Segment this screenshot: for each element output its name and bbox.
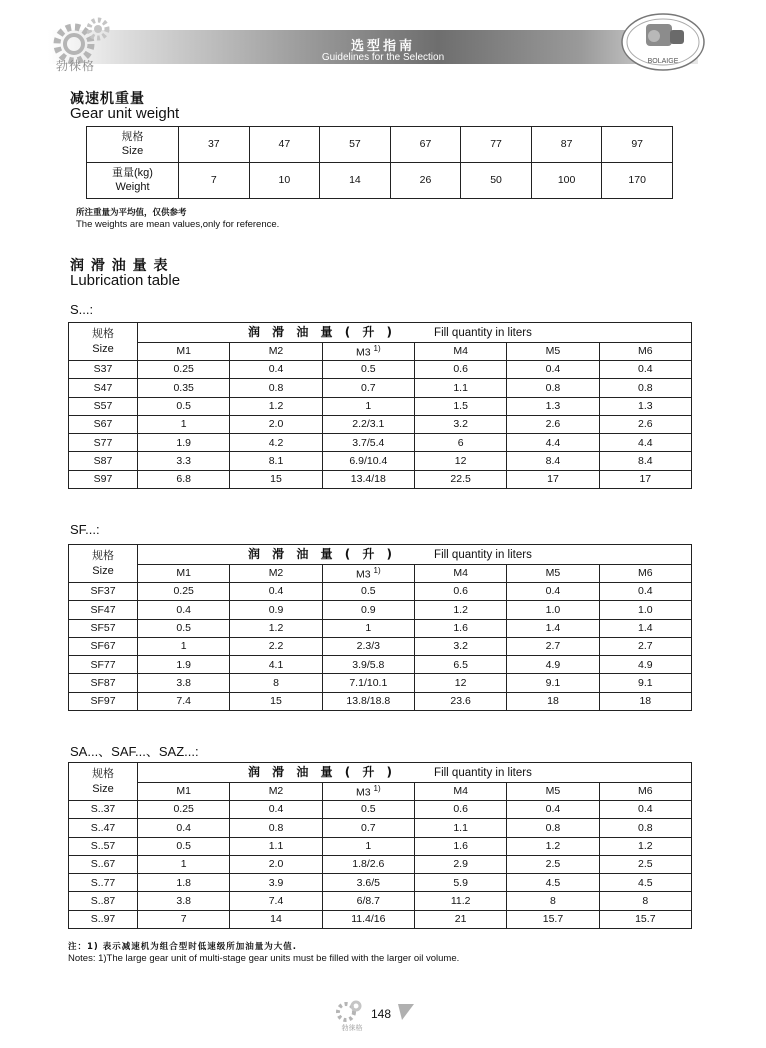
page-number: 148 bbox=[371, 1007, 392, 1021]
oil-quantity-cell: 6.8 bbox=[138, 470, 230, 488]
weight-title-en: Gear unit weight bbox=[70, 105, 180, 122]
fill-header-en: Fill quantity in liters bbox=[434, 548, 532, 561]
oil-quantity-cell: 3.3 bbox=[138, 452, 230, 470]
oil-quantity-cell: 0.4 bbox=[230, 361, 322, 379]
row-size-label: SF37 bbox=[69, 583, 138, 601]
oil-quantity-cell: 2.6 bbox=[599, 415, 691, 433]
oil-quantity-cell: 15 bbox=[230, 692, 322, 710]
footer-brand: 勃徕格 bbox=[341, 1024, 363, 1032]
oil-quantity-cell: 3.7/5.4 bbox=[322, 434, 414, 452]
table-row bbox=[69, 601, 692, 619]
oil-quantity-cell: 11.2 bbox=[414, 892, 506, 910]
oil-quantity-cell: 1.1 bbox=[230, 837, 322, 855]
oil-quantity-cell: 18 bbox=[507, 692, 599, 710]
lube-table-label-sa: SA...、SAF...、SAZ...: bbox=[70, 744, 199, 759]
oil-quantity-cell: 0.5 bbox=[322, 801, 414, 819]
oil-quantity-cell: 1 bbox=[138, 855, 230, 873]
row-size-label: SF97 bbox=[69, 692, 138, 710]
oil-quantity-cell: 2.7 bbox=[507, 637, 599, 655]
oil-quantity-cell: 18 bbox=[599, 692, 691, 710]
oil-quantity-cell: 0.9 bbox=[230, 601, 322, 619]
mount-position-header: M4 bbox=[414, 565, 506, 583]
mount-position-header: M3 $^{1)}$ bbox=[322, 783, 414, 801]
weight-title-cn: 减速机重量 bbox=[70, 91, 145, 107]
oil-quantity-cell: 0.7 bbox=[322, 819, 414, 837]
table-row bbox=[69, 910, 692, 928]
row-size-label: SF77 bbox=[69, 656, 138, 674]
oil-quantity-cell: 1.6 bbox=[414, 837, 506, 855]
oil-quantity-cell: 8.4 bbox=[507, 452, 599, 470]
oil-quantity-cell: 1 bbox=[138, 415, 230, 433]
mount-position-header: M1 bbox=[138, 343, 230, 361]
lube-note-en: Notes: 1)The large gear unit of multi-stage gear units must be filled with the larger oil volume. bbox=[68, 953, 460, 964]
mount-position-header: M3 $^{1)}$ bbox=[322, 343, 414, 361]
oil-quantity-cell: 1.2 bbox=[230, 619, 322, 637]
row-size-label: S47 bbox=[69, 379, 138, 397]
oil-quantity-cell: 1 bbox=[322, 619, 414, 637]
footnote-marker: 1) bbox=[373, 784, 381, 793]
brand-name-right: BOLAIGE bbox=[647, 58, 679, 65]
oil-quantity-cell: 0.4 bbox=[507, 361, 599, 379]
oil-quantity-cell: 1 bbox=[322, 397, 414, 415]
oil-quantity-cell: 8.4 bbox=[599, 452, 691, 470]
table-row bbox=[69, 415, 692, 433]
oil-quantity-cell: 4.4 bbox=[507, 434, 599, 452]
oil-quantity-cell: 0.25 bbox=[138, 361, 230, 379]
weight-size-row bbox=[87, 127, 673, 163]
row-size-label: S..97 bbox=[69, 910, 138, 928]
oil-quantity-cell: 1.1 bbox=[414, 819, 506, 837]
fill-quantity-header bbox=[138, 763, 692, 783]
oil-quantity-cell: 1 bbox=[138, 637, 230, 655]
oil-quantity-cell: 0.8 bbox=[599, 379, 691, 397]
lube-table-label-sf: SF...: bbox=[70, 522, 100, 537]
oil-quantity-cell: 3.8 bbox=[138, 674, 230, 692]
brand-name-left: 勃徕格 bbox=[56, 59, 96, 73]
oil-quantity-cell: 0.8 bbox=[230, 819, 322, 837]
row-size-label: S..57 bbox=[69, 837, 138, 855]
oil-quantity-cell: 1.8/2.6 bbox=[322, 855, 414, 873]
row-size-label: SF47 bbox=[69, 601, 138, 619]
lube-title-cn: 润 滑 油 量 表 bbox=[70, 258, 169, 274]
oil-quantity-cell: 1.2 bbox=[414, 601, 506, 619]
oil-quantity-cell: 2.5 bbox=[507, 855, 599, 873]
size-header: 规格 Size bbox=[69, 545, 138, 583]
mount-position-header: M6 bbox=[599, 343, 691, 361]
oil-quantity-cell: 8 bbox=[599, 892, 691, 910]
oil-quantity-cell: 0.6 bbox=[414, 583, 506, 601]
footnote-marker: 1) bbox=[373, 344, 381, 353]
weight-table bbox=[86, 126, 673, 199]
oil-quantity-cell: 9.1 bbox=[599, 674, 691, 692]
size-header: 规格 Size bbox=[87, 127, 179, 163]
oil-quantity-cell: 0.4 bbox=[507, 583, 599, 601]
oil-quantity-cell: 2.7 bbox=[599, 637, 691, 655]
oil-quantity-cell: 1 bbox=[322, 837, 414, 855]
mount-position-header: M1 bbox=[138, 783, 230, 801]
oil-quantity-cell: 2.2/3.1 bbox=[322, 415, 414, 433]
oil-quantity-cell: 2.9 bbox=[414, 855, 506, 873]
lube-table-sf bbox=[68, 544, 692, 711]
table-row bbox=[69, 619, 692, 637]
lube-mount-header-row bbox=[69, 565, 692, 583]
oil-quantity-cell: 4.9 bbox=[599, 656, 691, 674]
oil-quantity-cell: 17 bbox=[507, 470, 599, 488]
row-size-label: SF57 bbox=[69, 619, 138, 637]
lube-fill-header-row bbox=[69, 763, 692, 783]
oil-quantity-cell: 1.1 bbox=[414, 379, 506, 397]
fill-quantity-header bbox=[138, 545, 692, 565]
mount-position-header: M1 bbox=[138, 565, 230, 583]
table-row bbox=[69, 692, 692, 710]
oil-quantity-cell: 14 bbox=[230, 910, 322, 928]
oil-quantity-cell: 1.8 bbox=[138, 874, 230, 892]
oil-quantity-cell: 0.5 bbox=[138, 619, 230, 637]
oil-quantity-cell: 0.5 bbox=[138, 397, 230, 415]
oil-quantity-cell: 23.6 bbox=[414, 692, 506, 710]
mount-position-header: M3 $^{1)}$ bbox=[322, 565, 414, 583]
oil-quantity-cell: 0.8 bbox=[230, 379, 322, 397]
table-row bbox=[69, 674, 692, 692]
oil-quantity-cell: 6.9/10.4 bbox=[322, 452, 414, 470]
oil-quantity-cell: 21 bbox=[414, 910, 506, 928]
oil-quantity-cell: 6/8.7 bbox=[322, 892, 414, 910]
row-size-label: S87 bbox=[69, 452, 138, 470]
oil-quantity-cell: 3.2 bbox=[414, 415, 506, 433]
table-row bbox=[69, 874, 692, 892]
oil-quantity-cell: 8 bbox=[507, 892, 599, 910]
oil-quantity-cell: 0.4 bbox=[507, 801, 599, 819]
oil-quantity-cell: 0.6 bbox=[414, 361, 506, 379]
oil-quantity-cell: 13.8/18.8 bbox=[322, 692, 414, 710]
size-cell: 97 bbox=[602, 127, 673, 163]
table-row bbox=[69, 801, 692, 819]
fill-header-cn: 润 滑 油 量 ( 升 ) bbox=[248, 764, 397, 779]
mount-position-header: M5 bbox=[507, 783, 599, 801]
oil-quantity-cell: 0.8 bbox=[599, 819, 691, 837]
oil-quantity-cell: 1.9 bbox=[138, 656, 230, 674]
oil-quantity-cell: 1.0 bbox=[507, 601, 599, 619]
oil-quantity-cell: 0.5 bbox=[322, 583, 414, 601]
gearbox-logo-icon bbox=[620, 12, 706, 72]
weight-cell: 7 bbox=[179, 163, 250, 199]
lube-table-sa bbox=[68, 762, 692, 929]
lube-mount-header-row bbox=[69, 343, 692, 361]
oil-quantity-cell: 1.4 bbox=[599, 619, 691, 637]
oil-quantity-cell: 9.1 bbox=[507, 674, 599, 692]
oil-quantity-cell: 8.1 bbox=[230, 452, 322, 470]
weight-cell: 26 bbox=[390, 163, 461, 199]
table-row bbox=[69, 583, 692, 601]
table-row bbox=[69, 470, 692, 488]
oil-quantity-cell: 6.5 bbox=[414, 656, 506, 674]
oil-quantity-cell: 0.35 bbox=[138, 379, 230, 397]
row-size-label: S37 bbox=[69, 361, 138, 379]
row-size-label: S97 bbox=[69, 470, 138, 488]
oil-quantity-cell: 4.2 bbox=[230, 434, 322, 452]
table-row bbox=[69, 434, 692, 452]
table-row bbox=[69, 397, 692, 415]
oil-quantity-cell: 2.0 bbox=[230, 855, 322, 873]
fill-header-en: Fill quantity in liters bbox=[434, 326, 532, 339]
mount-position-header: M6 bbox=[599, 783, 691, 801]
oil-quantity-cell: 22.5 bbox=[414, 470, 506, 488]
oil-quantity-cell: 12 bbox=[414, 452, 506, 470]
oil-quantity-cell: 11.4/16 bbox=[322, 910, 414, 928]
mount-position-header: M6 bbox=[599, 565, 691, 583]
oil-quantity-cell: 3.2 bbox=[414, 637, 506, 655]
oil-quantity-cell: 3.9 bbox=[230, 874, 322, 892]
table-row bbox=[69, 361, 692, 379]
weight-cell: 14 bbox=[320, 163, 391, 199]
oil-quantity-cell: 7.1/10.1 bbox=[322, 674, 414, 692]
oil-quantity-cell: 1.2 bbox=[507, 837, 599, 855]
oil-quantity-cell: 0.25 bbox=[138, 583, 230, 601]
table-row bbox=[69, 819, 692, 837]
table-row bbox=[69, 637, 692, 655]
oil-quantity-cell: 1.3 bbox=[507, 397, 599, 415]
oil-quantity-cell: 0.5 bbox=[138, 837, 230, 855]
oil-quantity-cell: 4.4 bbox=[599, 434, 691, 452]
weight-note-cn: 所注重量为平均值，仅供参考 bbox=[76, 208, 187, 218]
oil-quantity-cell: 0.9 bbox=[322, 601, 414, 619]
weight-value-row bbox=[87, 163, 673, 199]
row-size-label: S57 bbox=[69, 397, 138, 415]
mount-position-header: M2 bbox=[230, 565, 322, 583]
lube-fill-header-row bbox=[69, 323, 692, 343]
lube-fill-header-row bbox=[69, 545, 692, 565]
row-size-label: S..77 bbox=[69, 874, 138, 892]
oil-quantity-cell: 0.4 bbox=[230, 801, 322, 819]
oil-quantity-cell: 12 bbox=[414, 674, 506, 692]
oil-quantity-cell: 2.3/3 bbox=[322, 637, 414, 655]
oil-quantity-cell: 0.4 bbox=[138, 601, 230, 619]
oil-quantity-cell: 17 bbox=[599, 470, 691, 488]
oil-quantity-cell: 0.25 bbox=[138, 801, 230, 819]
mount-position-header: M5 bbox=[507, 343, 599, 361]
oil-quantity-cell: 8 bbox=[230, 674, 322, 692]
row-size-label: S..47 bbox=[69, 819, 138, 837]
weight-cell: 170 bbox=[602, 163, 673, 199]
oil-quantity-cell: 5.9 bbox=[414, 874, 506, 892]
size-cell: 47 bbox=[249, 127, 320, 163]
oil-quantity-cell: 1.2 bbox=[230, 397, 322, 415]
oil-quantity-cell: 2.2 bbox=[230, 637, 322, 655]
oil-quantity-cell: 0.4 bbox=[138, 819, 230, 837]
lube-table-s bbox=[68, 322, 692, 489]
row-size-label: S..37 bbox=[69, 801, 138, 819]
footnote-marker: 1) bbox=[373, 566, 381, 575]
oil-quantity-cell: 3.6/5 bbox=[322, 874, 414, 892]
oil-quantity-cell: 0.4 bbox=[599, 583, 691, 601]
row-size-label: SF87 bbox=[69, 674, 138, 692]
oil-quantity-cell: 7.4 bbox=[230, 892, 322, 910]
fill-header-cn: 润 滑 油 量 ( 升 ) bbox=[248, 324, 397, 339]
oil-quantity-cell: 0.5 bbox=[322, 361, 414, 379]
oil-quantity-cell: 6 bbox=[414, 434, 506, 452]
row-size-label: S67 bbox=[69, 415, 138, 433]
table-row bbox=[69, 892, 692, 910]
fill-header-en: Fill quantity in liters bbox=[434, 766, 532, 779]
oil-quantity-cell: 0.7 bbox=[322, 379, 414, 397]
table-row bbox=[69, 837, 692, 855]
mount-position-header: M5 bbox=[507, 565, 599, 583]
size-cell: 37 bbox=[179, 127, 250, 163]
mount-position-header: M4 bbox=[414, 343, 506, 361]
oil-quantity-cell: 15.7 bbox=[599, 910, 691, 928]
table-row bbox=[69, 855, 692, 873]
size-cell: 57 bbox=[320, 127, 391, 163]
row-size-label: S..87 bbox=[69, 892, 138, 910]
oil-quantity-cell: 2.6 bbox=[507, 415, 599, 433]
oil-quantity-cell: 1.0 bbox=[599, 601, 691, 619]
table-row bbox=[69, 452, 692, 470]
oil-quantity-cell: 1.6 bbox=[414, 619, 506, 637]
fill-quantity-header bbox=[138, 323, 692, 343]
lube-title-en: Lubrication table bbox=[70, 272, 181, 289]
oil-quantity-cell: 4.5 bbox=[507, 874, 599, 892]
oil-quantity-cell: 4.5 bbox=[599, 874, 691, 892]
oil-quantity-cell: 0.4 bbox=[599, 801, 691, 819]
lube-table-label-s: S...: bbox=[70, 302, 94, 317]
oil-quantity-cell: 15.7 bbox=[507, 910, 599, 928]
oil-quantity-cell: 1.5 bbox=[414, 397, 506, 415]
oil-quantity-cell: 0.4 bbox=[599, 361, 691, 379]
oil-quantity-cell: 2.5 bbox=[599, 855, 691, 873]
row-size-label: SF67 bbox=[69, 637, 138, 655]
weight-note-en: The weights are mean values,only for reference. bbox=[76, 219, 280, 230]
oil-quantity-cell: 7.4 bbox=[138, 692, 230, 710]
weight-header: 重量(kg) Weight bbox=[87, 163, 179, 199]
size-cell: 67 bbox=[390, 127, 461, 163]
oil-quantity-cell: 0.4 bbox=[230, 583, 322, 601]
oil-quantity-cell: 0.8 bbox=[507, 819, 599, 837]
fill-header-cn: 润 滑 油 量 ( 升 ) bbox=[248, 546, 397, 561]
size-header: 规格 Size bbox=[69, 763, 138, 801]
oil-quantity-cell: 15 bbox=[230, 470, 322, 488]
oil-quantity-cell: 1.3 bbox=[599, 397, 691, 415]
oil-quantity-cell: 1.9 bbox=[138, 434, 230, 452]
lube-mount-header-row bbox=[69, 783, 692, 801]
oil-quantity-cell: 13.4/18 bbox=[322, 470, 414, 488]
oil-quantity-cell: 1.2 bbox=[599, 837, 691, 855]
size-header: 规格 Size bbox=[69, 323, 138, 361]
weight-cell: 10 bbox=[249, 163, 320, 199]
lube-note-cn: 注：1) 表示减速机为组合型时低速级所加油量为大值. bbox=[68, 942, 297, 952]
table-row bbox=[69, 379, 692, 397]
table-row bbox=[69, 656, 692, 674]
weight-cell: 50 bbox=[461, 163, 532, 199]
size-cell: 87 bbox=[531, 127, 602, 163]
header-title-en: Guidelines for the Selection bbox=[321, 52, 445, 63]
oil-quantity-cell: 2.0 bbox=[230, 415, 322, 433]
oil-quantity-cell: 7 bbox=[138, 910, 230, 928]
row-size-label: S..67 bbox=[69, 855, 138, 873]
mount-position-header: M2 bbox=[230, 343, 322, 361]
mount-position-header: M4 bbox=[414, 783, 506, 801]
mount-position-header: M2 bbox=[230, 783, 322, 801]
header-title-cn: 选型指南 bbox=[350, 39, 415, 54]
oil-quantity-cell: 3.9/5.8 bbox=[322, 656, 414, 674]
oil-quantity-cell: 1.4 bbox=[507, 619, 599, 637]
oil-quantity-cell: 0.8 bbox=[507, 379, 599, 397]
oil-quantity-cell: 0.6 bbox=[414, 801, 506, 819]
row-size-label: S77 bbox=[69, 434, 138, 452]
oil-quantity-cell: 3.8 bbox=[138, 892, 230, 910]
size-cell: 77 bbox=[461, 127, 532, 163]
oil-quantity-cell: 4.1 bbox=[230, 656, 322, 674]
oil-quantity-cell: 4.9 bbox=[507, 656, 599, 674]
weight-cell: 100 bbox=[531, 163, 602, 199]
